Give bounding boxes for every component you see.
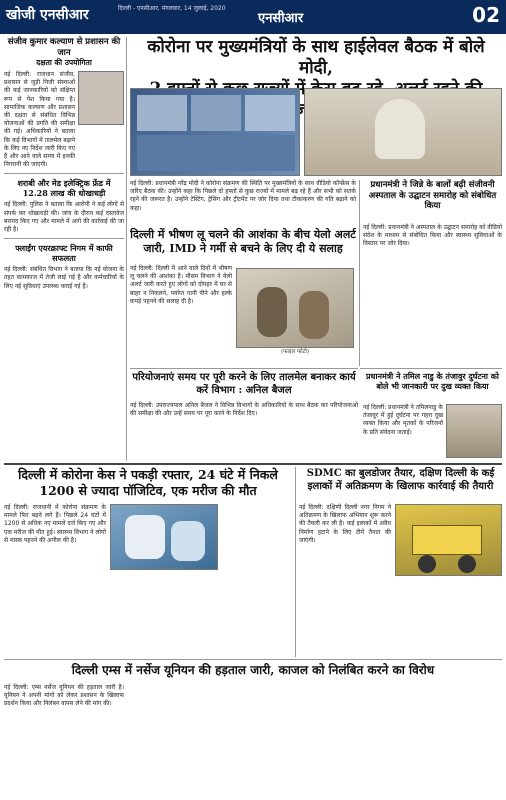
covid-body: नई दिल्ली: राजधानी में कोरोना संक्रमण के मामले फिर बढ़ने लगे हैं। पिछले 24 घंटों में 1200 से अधिक नए मामले दर्ज किए गए और एक मरीज की मौत हुई। स्वास्थ्य विभाग ने लोगों से मास्क पहनने की अपील की है। — [4, 504, 106, 544]
covid-headline: दिल्ली में कोरोना केस ने पकड़ी रफ्तार, 24 घंटे में निकले 1200 से ज्यादा पॉजिटिव, एक मरीज की मौत — [18, 467, 278, 498]
aiims-body-col2 — [128, 684, 248, 796]
left-mid-headline: शराबी और मेड इलेक्ट्रिक फ्रेंड में 12.28 लाख की धोखाधड़ी — [17, 178, 111, 199]
heatwave-photo-caption: (फाइल फोटो) — [281, 349, 309, 355]
tanjavur-body: नई दिल्ली: प्रधानमंत्री ने तमिलनाडु के तंजावुर में हुई दुर्घटना पर गहरा दुख व्यक्त किया और मृतकों के परिजनों के प्रति संवेदना जताई। — [363, 404, 444, 436]
tanjavur-headline: प्रधानमंत्री ने तमिल नाडु के तंजावुर दुर्घटना को बोले भी जानकारी पर दुख व्यक्त किया — [366, 371, 499, 391]
section-title: एनसीआर — [258, 11, 304, 26]
date-line: दिल्ली - एनसीआर, मंगलवार, 14 जुलाई, 2020 — [118, 5, 226, 12]
video-conference-photo — [130, 88, 300, 176]
covid-test-photo — [110, 504, 218, 570]
baijal-headline: परियोजनाएं समय पर पूरी करने के लिए तालमेल बनाकर कार्य करें विभाग : अनिल बैजल — [132, 372, 356, 396]
left-mid-body: नई दिल्ली: पुलिस ने बताया कि आरोपी ने कई लोगों से संपर्क कर धोखाधड़ी की। जांच के दौरान कई दस्तावेज बरामद किए गए और मामले में आगे की कार्रवाई की जा रही है। — [4, 201, 124, 234]
lead-headline-1: कोरोना पर मुख्यमंत्रियों के साथ हाईलेवल बैठक में बोले मोदी, — [147, 37, 485, 78]
covid-body-right — [222, 504, 292, 656]
hospital-body: नई दिल्ली: प्रधानमंत्री ने अस्पताल के उद्घाटन समारोह को वीडियो संदेश के माध्यम से संबोधित किया और स्वास्थ्य सुविधाओं के विस्तार पर जोर दिया। — [363, 224, 502, 248]
left-bottom-headline: फ्लाईंग एयरक्राफ्ट निगम में काफी सफलता — [15, 243, 113, 264]
hospital-headline: प्रधानमंत्री ने जिन्ने के बालों बढ़ी संजीवनी अस्पताल के उद्घाटन समारोह को संबोधित किया — [368, 180, 497, 211]
heatwave-headline: दिल्ली में भीषण लू चलने की आशंका के बीच येलो अलर्ट जारी, IMD ने गर्मी से बचने के लिए दी ये सलाह — [130, 228, 356, 255]
modi-photo — [304, 88, 502, 176]
masthead — [0, 0, 506, 34]
aiims-body-col3 — [252, 684, 372, 796]
page-number: 02 — [472, 3, 500, 27]
lead-headline-2: में — [295, 79, 306, 99]
sdmc-headline: SDMC का बुलडोजर तैयार, दक्षिण दिल्ली के कई इलाकों में अतिक्रमण के खिलाफ कार्रवाई की तैयारी — [306, 468, 495, 492]
sdmc-body-cont — [395, 580, 502, 656]
aiims-body-col4 — [376, 684, 502, 796]
covid-body-cont — [110, 574, 218, 656]
lead-body: नई दिल्ली: प्रधानमंत्री नरेंद्र मोदी ने कोरोना संक्रमण की स्थिति पर मुख्यमंत्रियों के साथ वीडियो कॉन्फ्रेंस के जरिए बैठक की। उन्होंने कहा कि पिछले दो हफ्तों से कुछ राज्यों में मामले बढ़ रहे हैं और सभी को सतर्क रहने की जरूरत है। उन्होंने टेस्टिंग, ट्रेसिंग और ट्रीटमेंट पर जोर दिया तथा टीकाकरण की गति बढ़ाने को कहा। — [130, 180, 356, 212]
bulldozer-photo — [395, 504, 502, 576]
left-top-body: नई दिल्ली: राजधान संजीव, प्रशासन से जुड़ी निजी संस्थाओं की कई जानकारियों को संक्षिप्त रूप से पेश किया गया है। सामाजिक कल्याण और प्रशासन की दक्षता से संबंधित विभिन्न योजनाओं की प्रगति की समीक्षा की गई। अधिकारियों ने बताया कि कई विभागों में तालमेल बढ़ाने के लिए नए निर्देश जारी किए गए हैं और आने वाले समय में इनकी निगरानी की जाएगी। — [4, 71, 75, 169]
baijal-body: नई दिल्ली: उपराज्यपाल अनिल बैजल ने विभिन्न विभागों के अधिकारियों के साथ बैठक कर परियोजनाओं की समीक्षा की और उन्हें समय पर पूरा करने के निर्देश दिए। — [130, 402, 358, 418]
lead-headline-block — [130, 37, 502, 99]
heatwave-body: नई दिल्ली: दिल्ली में आने वाले दिनों में भीषण लू चलने की आशंका है। मौसम विभाग ने येलो अलर्ट जारी करते हुए लोगों को दोपहर में घर से बाहर न निकलने, पर्याप्त पानी पीने और हल्के कपड़े पहनने की सलाह दी है। — [130, 265, 232, 305]
pm-photo — [446, 404, 502, 458]
left-column — [4, 37, 124, 461]
sdmc-body: नई दिल्ली: दक्षिणी दिल्ली नगर निगम ने अतिक्रमण के खिलाफ अभियान शुरू करने की तैयारी कर ली है। कई इलाकों में अवैध निर्माण हटाने के लिए टीमें तैनात की जाएंगी। — [299, 504, 391, 544]
aiims-headline: दिल्ली एम्स में नर्सेज यूनियन की हड़ताल जारी, काजल को निलंबित करने का विरोध — [71, 663, 435, 677]
person-photo — [78, 71, 124, 125]
newspaper-brand: खोजी एनसीआर — [6, 7, 89, 23]
aiims-body: नई दिल्ली: एम्स नर्सेज यूनियन की हड़ताल जारी है। यूनियन ने अपनी मांगों को लेकर प्रशासन के खिलाफ प्रदर्शन किया और निलंबन वापस लेने की मांग की। — [4, 684, 124, 708]
left-bottom-body: नई दिल्ली: संबंधित विभाग ने बताया कि नई योजना के तहत कामकाज में तेजी लाई गई है और कर्मचारियों के लिए नई सुविधाएं उपलब्ध कराई गई हैं। — [4, 266, 124, 290]
left-top-subhead: दक्षता की उपयोगिता — [36, 58, 92, 67]
left-top-headline: संजीव कुमार कल्याण से प्रशासन की जान — [7, 37, 121, 58]
heatwave-photo — [236, 268, 354, 348]
